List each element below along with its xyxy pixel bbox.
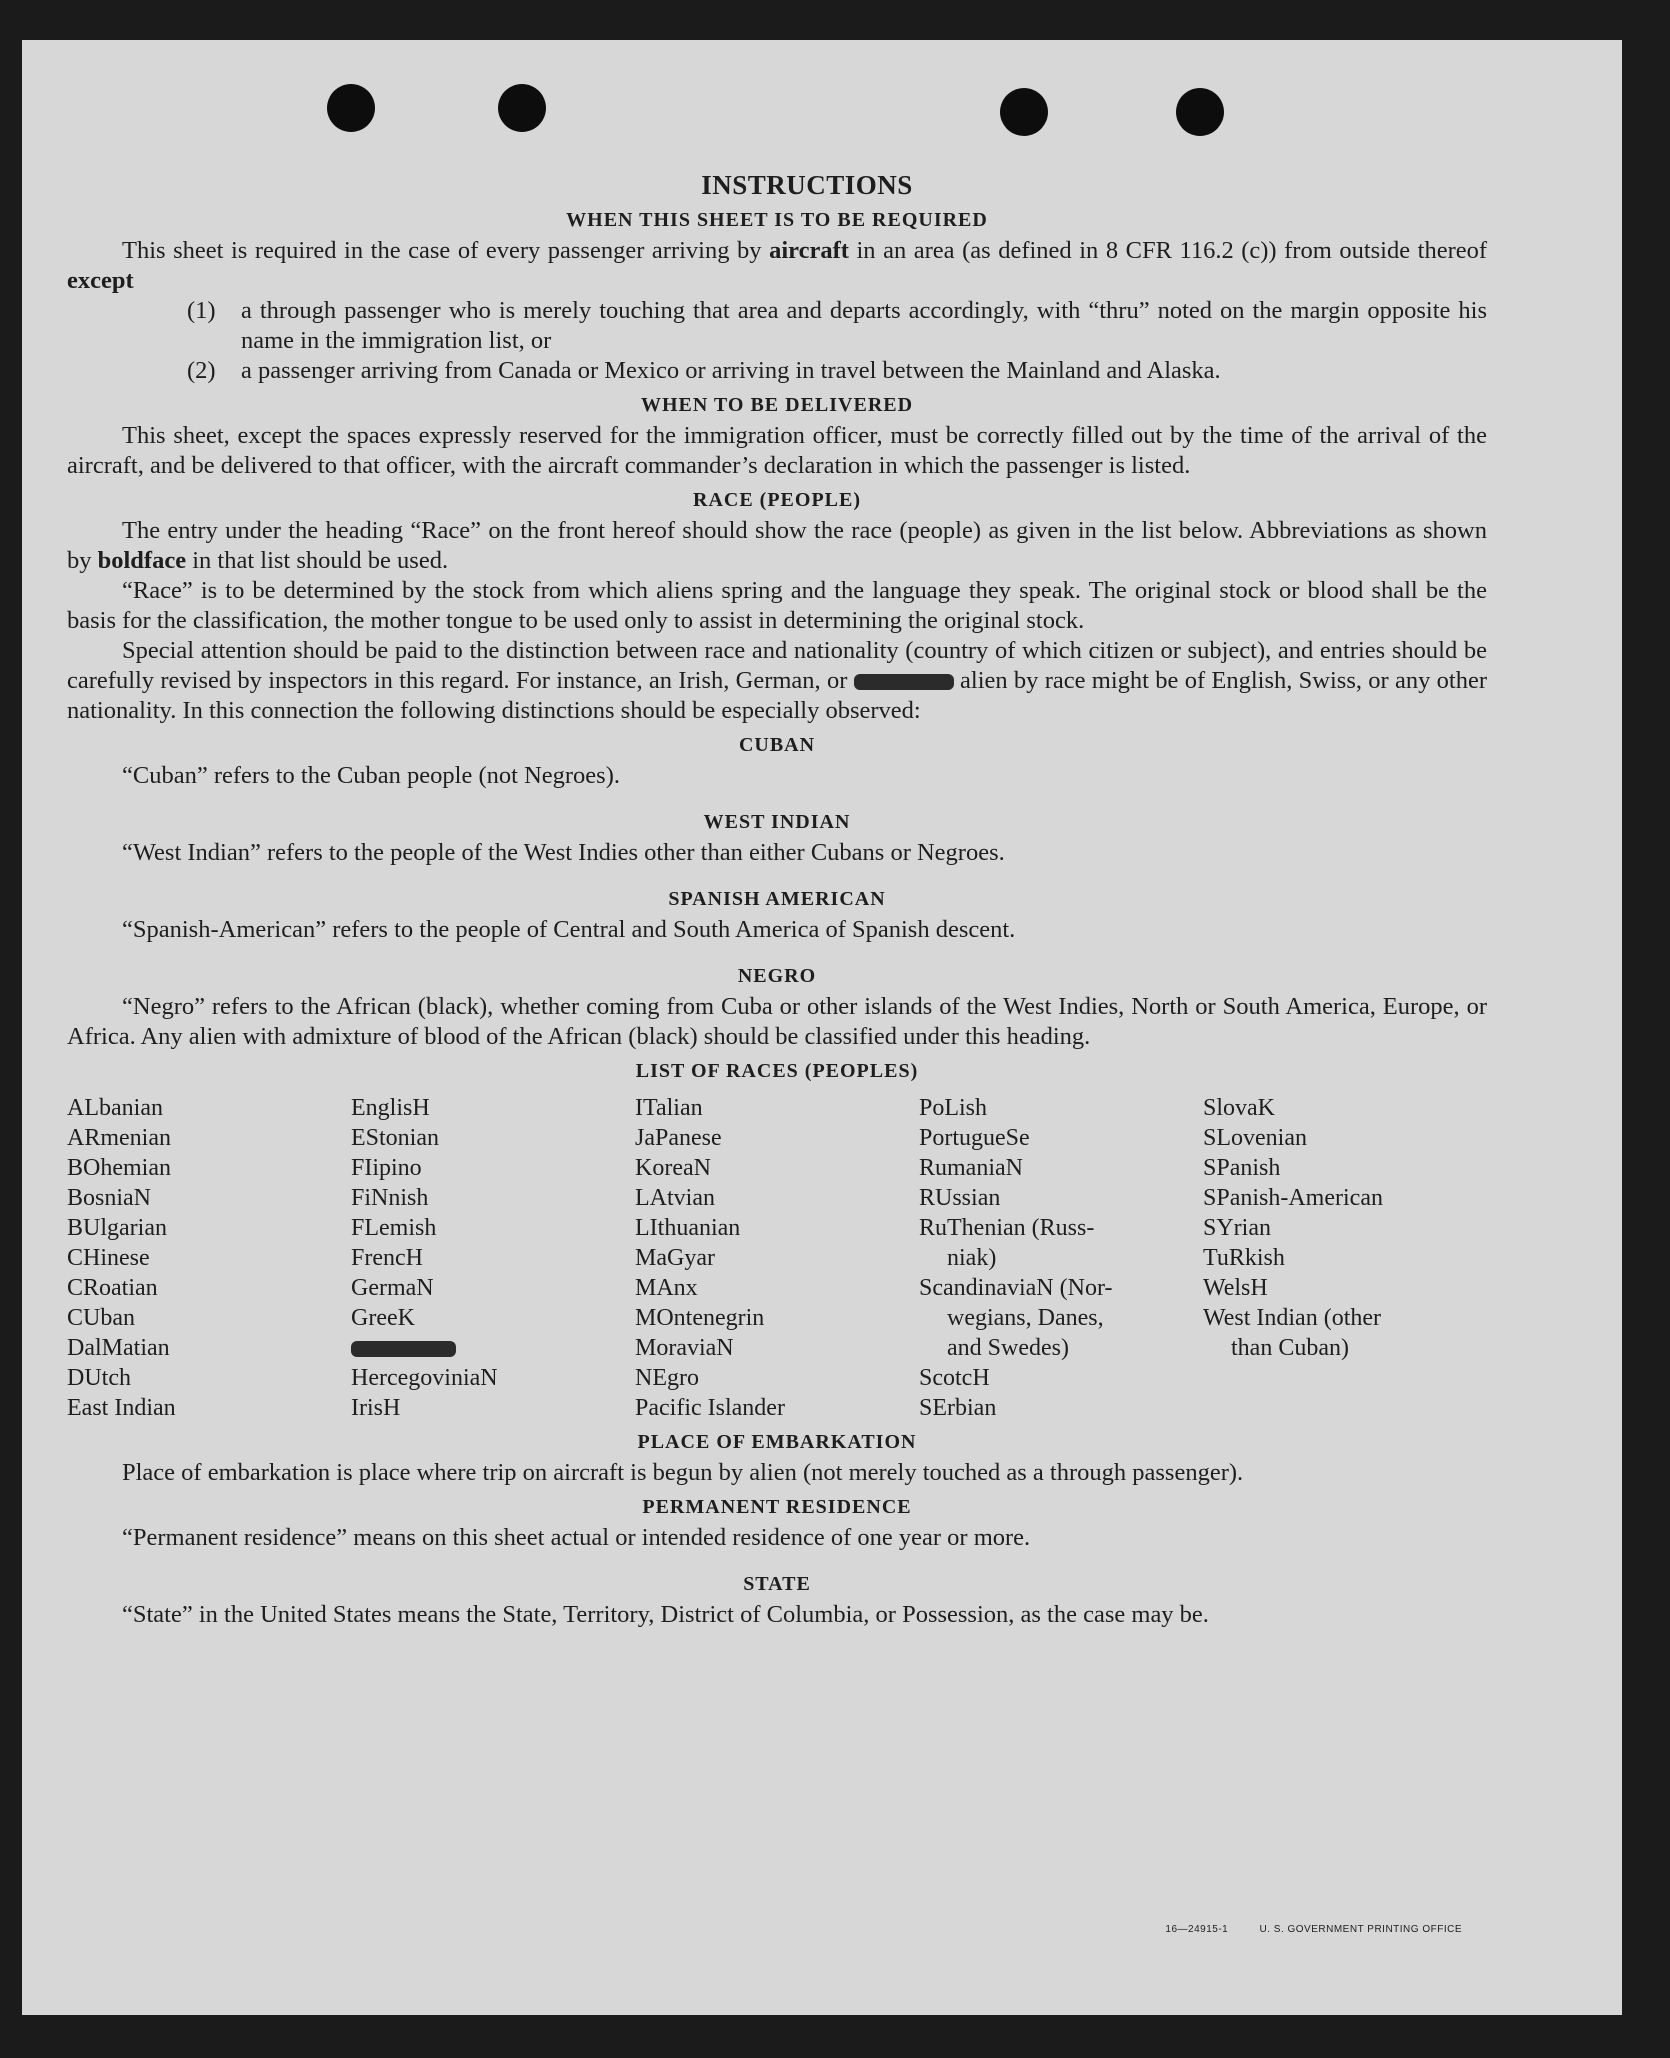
race-entry: FiNnish [351, 1185, 429, 1211]
race-entry: ITalian [635, 1095, 703, 1121]
heading-embarkation: PLACE OF EMBARKATION [637, 1431, 917, 1453]
west-indian-text: “West Indian” refers to the people of the West Indies other than either Cubans or Negroes. [122, 839, 1005, 866]
race-entry: GreeK [351, 1305, 415, 1331]
race-entry: ScandinaviaN (Nor- [919, 1275, 1113, 1301]
spanish-american-text: “Spanish-American” refers to the people of Central and South America of Spanish descent. [122, 916, 1016, 943]
race-entry: DUtch [67, 1365, 131, 1391]
redacted-race-entry [351, 1333, 635, 1363]
race-entry: East Indian [67, 1395, 176, 1421]
races-column-4 [919, 1093, 1203, 1423]
race-entry: RumaniaN [919, 1155, 1023, 1181]
heading-when-delivered: WHEN TO BE DELIVERED [640, 394, 914, 416]
race-entry: LAtvian [635, 1185, 715, 1211]
when-delivered-text: This sheet, except the spaces expressly reserved for the immigration officer, must be correctly filled out by the time of the arrival of the aircraft, and be delivered to that officer, with the aircraft commander’s declaration in which the passenger is listed. [67, 422, 1487, 479]
race-entry: LIthuanian [635, 1215, 741, 1241]
heading-cuban: CUBAN [738, 734, 816, 756]
race-paragraph-2: “Race” is to be determined by the stock from which aliens spring and the language they speak. The original stock or blood shall be the basis for the classification, the mother tongue to be used only to assist in determining the original stock. [67, 577, 1487, 634]
race-entry: FLemish [351, 1215, 437, 1241]
state-text: “State” in the United States means the State, Territory, District of Columbia, or Possession, as the case may be. [122, 1601, 1209, 1628]
punch-hole [327, 84, 375, 132]
race-entry: SPanish-American [1203, 1185, 1383, 1211]
when-required-intro: This sheet is required in the case of every passenger arriving by aircraft in an area (as defined in 8 CFR 116.2 (c)) from outside thereof except [67, 237, 1488, 294]
instructions-body [67, 170, 1487, 1630]
heading-spanish-american: SPANISH AMERICAN [668, 888, 886, 910]
heading-negro: NEGRO [737, 965, 817, 987]
race-entry: PortugueSe [919, 1125, 1030, 1151]
race-entry: TuRkish [1203, 1245, 1285, 1271]
punch-hole [1176, 88, 1224, 136]
race-entry: RUssian [919, 1185, 1001, 1211]
race-entry: ARmenian [67, 1125, 171, 1151]
races-column-1 [67, 1093, 351, 1423]
race-entry: EnglisH [351, 1095, 430, 1121]
race-entry: PoLish [919, 1095, 988, 1121]
race-entry: ScotcH [919, 1365, 990, 1391]
race-entry: MOntenegrin [635, 1305, 765, 1331]
race-entry: SYrian [1203, 1215, 1271, 1241]
page-title: INSTRUCTIONS [701, 170, 913, 200]
race-entry: SPanish [1203, 1155, 1281, 1181]
race-entry: BUlgarian [67, 1215, 167, 1241]
race-entry: NEgro [635, 1365, 699, 1391]
race-entry: CRoatian [67, 1275, 158, 1301]
race-entry-continuation: wegians, Danes, [947, 1305, 1104, 1331]
race-entry: SlovaK [1203, 1095, 1275, 1121]
race-entry: MaGyar [635, 1245, 715, 1271]
races-list [67, 1093, 1487, 1423]
heading-state: STATE [743, 1573, 811, 1595]
race-entry: FIipino [351, 1155, 422, 1181]
race-paragraph-1: The entry under the heading “Race” on the front hereof should show the race (people) as given in the list below. Abbreviations as shown by boldface in that list should be used. [67, 517, 1487, 574]
race-entry: BOhemian [67, 1155, 171, 1181]
race-paragraph-3: Special attention should be paid to the distinction between race and nationality (country of which citizen or subject), and entries should be carefully revised by inspectors in this regard. For instance, an Irish, German, or alien by race might be of English, Swiss, or any other nationality. In this connection the following distinctions should be especially observed: [67, 637, 1488, 724]
cuban-text: “Cuban” refers to the Cuban people (not Negroes). [122, 762, 620, 789]
race-entry-continuation: and Swedes) [947, 1335, 1069, 1361]
heading-when-required: WHEN THIS SHEET IS TO BE REQUIRED [566, 209, 988, 231]
form-footer [1137, 1924, 1462, 1935]
race-entry: WelsH [1203, 1275, 1268, 1301]
heading-race: RACE (PEOPLE) [693, 489, 861, 511]
race-entry: Pacific Islander [635, 1395, 785, 1421]
heading-west-indian: WEST INDIAN [703, 811, 851, 833]
race-entry: BosniaN [67, 1185, 151, 1211]
printer-name: U. S. GOVERNMENT PRINTING OFFICE [1259, 1924, 1462, 1935]
document-sheet [22, 40, 1622, 2015]
race-entry-continuation: than Cuban) [1231, 1335, 1349, 1361]
race-entry: DalMatian [67, 1335, 170, 1361]
race-entry: EStonian [351, 1125, 439, 1151]
exception-item-2: (2) a passenger arriving from Canada or Mexico or arriving in travel between the Mainland and Alaska. [187, 357, 1221, 384]
race-entry-continuation: niak) [947, 1245, 997, 1271]
race-entry: FrencH [351, 1245, 423, 1271]
punch-hole [498, 84, 546, 132]
heading-list-of-races: LIST OF RACES (PEOPLES) [635, 1060, 919, 1082]
race-entry: CHinese [67, 1245, 150, 1271]
race-entry: MAnx [635, 1275, 698, 1301]
races-column-3 [635, 1093, 919, 1423]
race-entry: RuThenian (Russ- [919, 1215, 1095, 1241]
race-entry: IrisH [351, 1395, 401, 1421]
race-entry: HercegoviniaN [351, 1365, 498, 1391]
race-entry: MoraviaN [635, 1335, 734, 1361]
race-entry: SErbian [919, 1395, 997, 1421]
race-entry: ALbanian [67, 1095, 163, 1121]
race-entry: SLovenian [1203, 1125, 1307, 1151]
exception-item-1: (1) a through passenger who is merely touching that area and departs accordingly, with “thru” noted on the margin opposite his name in the immigration list, or [187, 297, 1487, 354]
race-entry: CUban [67, 1305, 135, 1331]
punch-hole [1000, 88, 1048, 136]
race-entry: KoreaN [635, 1155, 711, 1181]
negro-text: “Negro” refers to the African (black), whether coming from Cuba or other islands of the West Indies, North or South America, Europe, or Africa. Any alien with admixture of blood of the African (black) should be classified under this heading. [67, 993, 1487, 1050]
race-entry: JaPanese [635, 1125, 722, 1151]
residence-text: “Permanent residence” means on this sheet actual or intended residence of one year or more. [122, 1524, 1031, 1551]
redaction-mark [854, 674, 954, 690]
heading-permanent-residence: PERMANENT RESIDENCE [642, 1496, 912, 1518]
race-entry: GermaN [351, 1275, 434, 1301]
races-column-2 [351, 1093, 635, 1423]
race-entry: West Indian (other [1203, 1305, 1382, 1331]
races-column-5 [1203, 1093, 1487, 1423]
form-number: 16—24915-1 [1165, 1924, 1229, 1935]
embarkation-text: Place of embarkation is place where trip on aircraft is begun by alien (not merely touched as a through passenger). [122, 1459, 1244, 1486]
